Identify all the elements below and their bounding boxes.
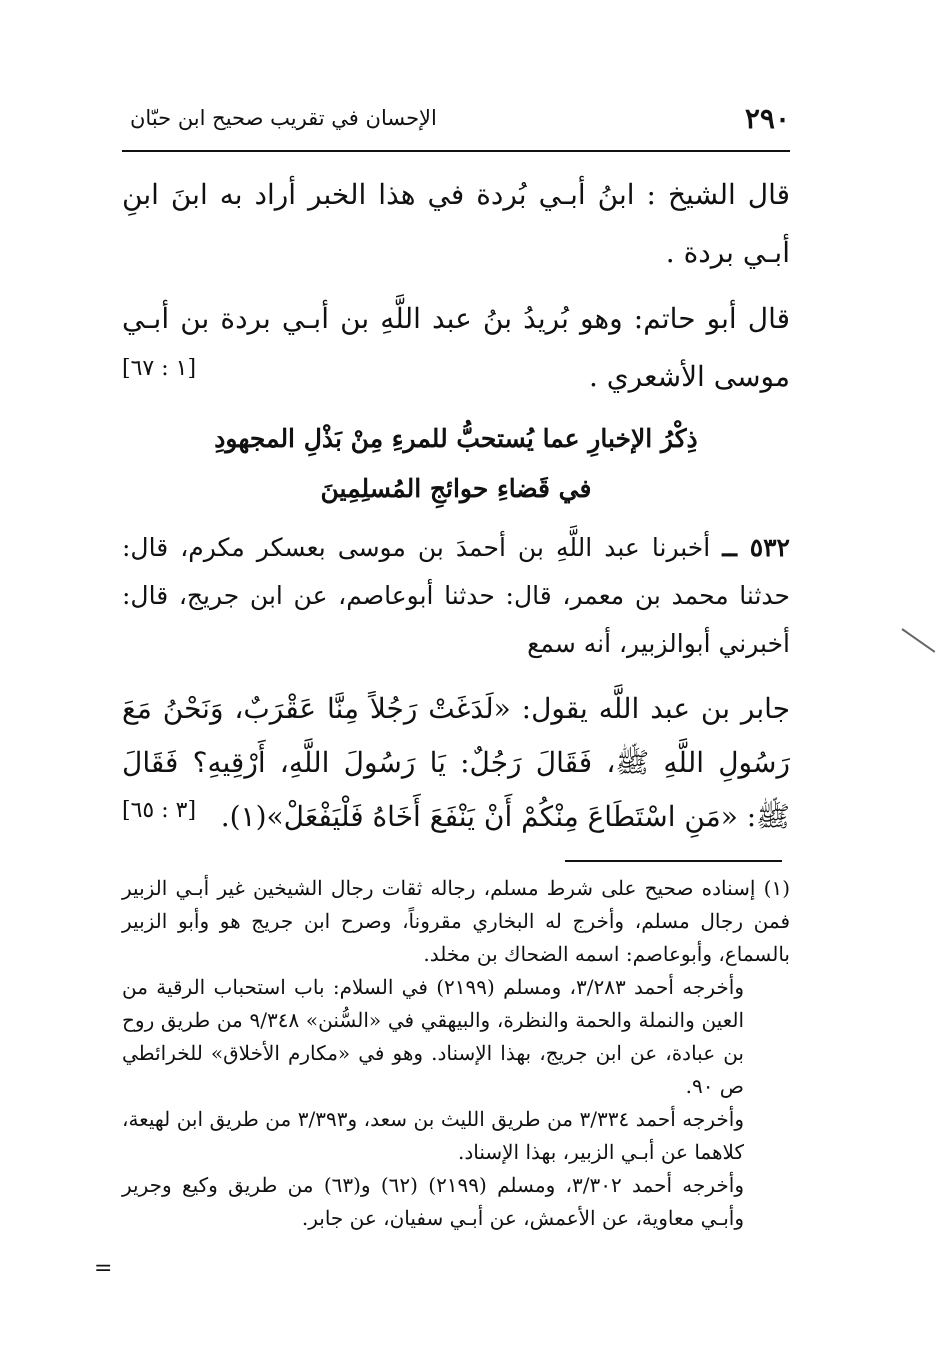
chapter-heading: [122, 414, 790, 514]
footnote-2: وأخرجه أحمد ٣/٢٨٣، ومسلم (٢١٩٩) في السلام: باب استحباب الرقية من العين والنملة والحمة والنظرة، والبيهقي في «السُّنن» ٩/٣٤٨ من طريق روح بن عبادة، عن ابن جريج، بهذا الإسناد. وهو في «مكارم الأخلاق» للخرائطي ص ٩٠.: [122, 975, 745, 1098]
footnote-1: (١) إسناده صحيح على شرط مسلم، رجاله ثقات رجال الشيخين غير أبـي الزبير فمن رجال مسلم، وأخرج له البخاري مقروناً، وصرح ابن جريج هو وأبو الزبير بالسماع، وأبوعاصم: اسمه الضحاك بن مخلد.: [122, 876, 790, 966]
reference-marker: [١ : ٦٧]: [122, 356, 197, 381]
hadith-number: ٥٣٢ ــ: [722, 533, 790, 562]
hadith-isnad: [122, 524, 790, 668]
hadith-matn-text: جابر بن عبد اللَّه يقول: «لَدَغَتْ رَجُلاً مِنَّا عَقْرَبٌ، وَنَحْنُ مَعَ رَسُولِ اللَّهِ ﷺ، فَقَالَ رَجُلٌ: يَا رَسُولَ اللَّهِ، أَرْقِيهِ؟ فَقَالَ ﷺ: «مَنِ اسْتَطَاعَ مِنْكُمْ أَنْ يَنْفَعَ أَخَاهُ فَلْيَفْعَلْ»(١).: [122, 692, 790, 833]
page-header: [122, 96, 790, 152]
paragraph-abu-hatim: [122, 290, 790, 406]
footnotes: [122, 872, 790, 1235]
paragraph-abu-hatim-text: قال أبو حاتم: وهو بُريدُ بنُ عبد اللَّهِ بن أبـي بردة بن أبـي موسى الأشعري .: [122, 302, 790, 393]
continuation-mark: =: [94, 1256, 113, 1281]
footnote-4: وأخرجه أحمد ٣/٣٠٢، ومسلم (٢١٩٩) (٦٢) و(٦٣) من طريق وكيع وجرير وأبـي معاوية، عن الأعمش، عن أبـي سفيان، عن جابر.: [122, 1173, 744, 1230]
page-number: ٢٩٠: [744, 102, 790, 135]
running-title: الإحسان في تقريب صحيح ابن حبّان: [130, 106, 437, 130]
footnote-3: وأخرجه أحمد ٣/٣٣٤ من طريق الليث بن سعد، و٣/٣٩٣ من طريق ابن لهيعة، كلاهما عن أبـي الزبير، بهذا الإسناد.: [122, 1107, 744, 1164]
chapter-heading-line-2: في قَضاءِ حوائجِ المُسلِمِينَ: [320, 474, 592, 503]
hadith-reference: [٣ : ٦٥]: [122, 798, 197, 823]
footnote-rule: [565, 860, 782, 862]
chapter-heading-line-1: ذِكْرُ الإخبارِ عما يُستحبُّ للمرءِ مِنْ بَذْلِ المجهودِ: [214, 424, 698, 453]
hadith-isnad-text: أخبرنا عبد اللَّهِ بن أحمدَ بن موسى بعسكر مكرم، قال: حدثنا محمد بن معمر، قال: حدثنا أبوعاصم، عن ابن جريج، قال: أخبرني أبوالزبير، أنه سمع: [122, 533, 790, 658]
hadith-matn: [122, 682, 790, 844]
header-rule: [122, 150, 790, 152]
main-text: [122, 166, 790, 844]
scan-mark: [901, 628, 935, 653]
paragraph-sheikh: قال الشيخ : ابنُ أبـي بُردة في هذا الخبر أراد به ابنَ ابنِ أبـي بردة .: [122, 178, 790, 269]
